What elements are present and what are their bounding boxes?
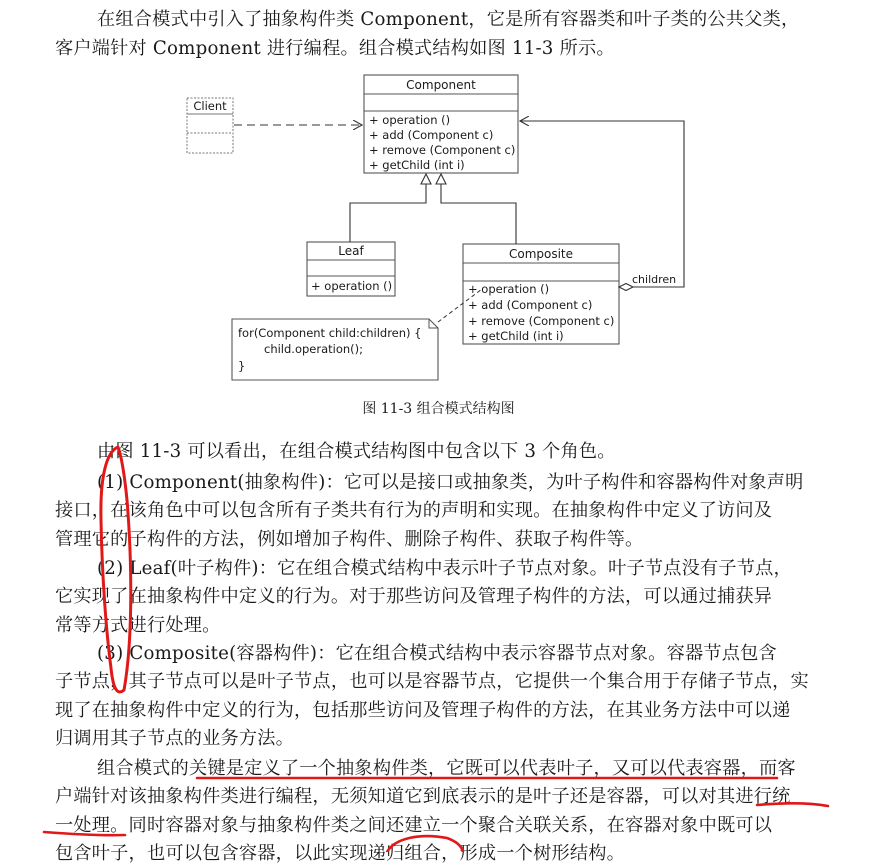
composite-method: + getChild (int i) <box>468 329 564 343</box>
body-p2-line-text: (1) Component(抽象构件)：它可以是接口或抽象类，为叶子构件和容器构件对象声明 <box>97 472 804 493</box>
component-method: + remove (Component c) <box>369 143 516 157</box>
component-method: + getChild (int i) <box>369 158 465 172</box>
body-p3-line-text: (2) Leaf(叶子构件)：它在组合模式结构中表示叶子节点对象。叶子节点没有子节点， <box>97 558 792 579</box>
body-p2-line <box>97 472 804 494</box>
body-p5-line-text: 包含叶子，也可以包含容器，以此实现递归组合，形成一个树形结构。 <box>55 843 626 864</box>
composite-generalization <box>436 174 516 244</box>
composite-method: + operation () <box>468 282 550 296</box>
figure-caption <box>0 399 877 419</box>
client-class <box>187 98 233 153</box>
composite-class-name: Composite <box>508 247 574 261</box>
body-p4-line-text: (3) Composite(容器构件)：它在组合模式结构中表示容器节点对象。容器节点包含 <box>97 643 777 664</box>
leaf-method: + operation () <box>311 279 393 293</box>
body-p4-line <box>55 700 791 722</box>
body-p5-line-text: 户端针对该抽象构件类进行编程，无须知道它到底表示的是叶子还是容器，可以对其进行统 <box>55 786 791 807</box>
component-class-name: Component <box>406 78 476 92</box>
body-p5-line <box>55 786 791 808</box>
body-p4-line <box>97 643 777 665</box>
body-p5-line <box>55 815 772 837</box>
leaf-generalization <box>350 174 431 242</box>
body-p4-line-text: 归调用其子节点的业务方法。 <box>55 728 295 749</box>
note-line: for(Component child:children) { <box>238 326 422 340</box>
body-p4-line-text: 子节点，其子节点可以是叶子节点，也可以是容器节点，它提供一个集合用于存储子节点，实 <box>55 671 809 692</box>
children-label: children <box>632 273 677 286</box>
leaf-class <box>307 242 395 296</box>
body-p2-line-text: 管理它的子构件的方法，例如增加子构件、删除子构件、获取子构件等。 <box>55 529 644 550</box>
note-line: } <box>238 359 246 373</box>
note-line: child.operation(); <box>264 342 364 356</box>
body-p1 <box>97 441 616 463</box>
body-p5-line <box>97 758 796 780</box>
client-class-name: Client <box>193 99 227 113</box>
component-method: + operation () <box>369 113 451 127</box>
body-p4-line <box>55 728 294 750</box>
uml-class-diagram <box>0 0 877 400</box>
body-p3-line <box>97 558 792 580</box>
body-p2-line-text: 接口，在该角色中可以包含所有子类共有行为的声明和实现。在抽象构件中定义了访问及 <box>55 500 773 521</box>
body-p2-line <box>55 529 643 551</box>
composite-method: + remove (Component c) <box>468 314 615 328</box>
body-p3-line-text: 常等方式进行处理。 <box>55 615 221 636</box>
body-p5-line <box>55 843 625 865</box>
composite-class <box>463 244 619 344</box>
body-p4-line <box>55 671 809 693</box>
body-p3-line <box>55 615 221 637</box>
component-class <box>364 75 518 173</box>
code-note <box>232 319 438 380</box>
figure-number: 图 11-3 <box>362 401 413 417</box>
body-p3-line <box>55 586 772 608</box>
body-p5-line-text: 组合模式的关键是定义了一个抽象构件类，它既可以代表叶子，又可以代表容器，而客 <box>97 758 796 779</box>
component-method: + add (Component c) <box>369 128 494 142</box>
body-p3-line-text: 它实现了在抽象构件中定义的行为。对于那些访问及管理子构件的方法，可以通过捕获异 <box>55 586 773 607</box>
body-p4-line-text: 现了在抽象构件中定义的行为，包括那些访问及管理子构件的方法，在其业务方法中可以递 <box>55 700 791 721</box>
intro-line-1-text: 在组合模式中引入了抽象构件类 Component，它是所有容器类和叶子类的公共父类， <box>97 9 800 30</box>
intro-line-2-text: 客户端针对 Component 进行编程。组合模式结构如图 11-3 所示。 <box>55 38 615 59</box>
body-p5-line-text: 一处理。同时容器对象与抽象构件类之间还建立一个聚合关联关系，在容器对象中既可以 <box>55 815 773 836</box>
body-p1-text: 由图 11-3 可以看出，在组合模式结构图中包含以下 3 个角色。 <box>97 441 616 462</box>
composite-method: + add (Component c) <box>468 298 593 312</box>
leaf-class-name: Leaf <box>338 244 364 258</box>
body-p2-line <box>55 500 772 522</box>
figure-title: 组合模式结构图 <box>416 401 515 417</box>
